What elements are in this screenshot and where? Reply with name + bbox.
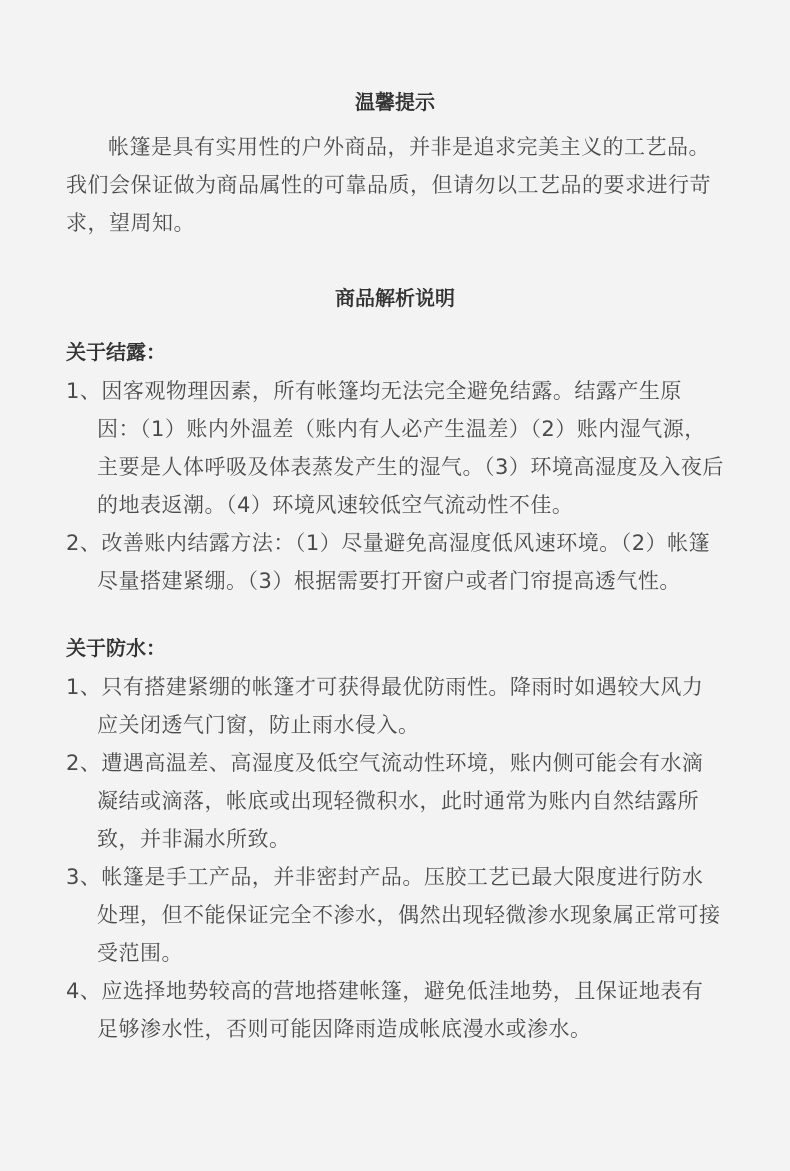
list-item: 3、帐篷是手工产品，并非密封产品。压胶工艺已最大限度进行防水处理，但不能保证完全不渗水，偶然出现轻微渗水现象属正常可接受范围。 [66, 865, 721, 965]
dew-list [66, 372, 724, 600]
waterproof-section-heading: 关于防水： [66, 636, 166, 660]
notice-title: 温馨提示 [355, 90, 435, 114]
list-item: 1、因客观物理因素，所有帐篷均无法完全避免结露。结露产生原因：（1）账内外温差（账内有人必产生温差）（2）账内湿气源，主要是人体呼吸及体表蒸发产生的湿气。（3）环境高湿度及入夜后的地表返潮。（4）环境风速较低空气流动性不佳。 [66, 379, 724, 517]
dew-section-heading: 关于结露： [66, 340, 166, 364]
list-item: 4、应选择地势较高的营地搭建帐篷，避免低洼地势，且保证地表有足够渗水性，否则可能因降雨造成帐底漫水或渗水。 [66, 979, 704, 1041]
list-item: 2、改善账内结露方法：（1）尽量避免高湿度低风速环境。（2）帐篷尽量搭建紧绷。（3）根据需要打开窗户或者门帘提高透气性。 [66, 531, 711, 593]
waterproof-list [66, 668, 724, 1048]
notice-body: 帐篷是具有实用性的户外商品，并非是追求完美主义的工艺品。我们会保证做为商品属性的可靠品质，但请勿以工艺品的要求进行苛求，望周知。 [66, 135, 711, 235]
list-item: 1、只有搭建紧绷的帐篷才可获得最优防雨性。降雨时如遇较大风力应关闭透气门窗，防止雨水侵入。 [66, 675, 704, 737]
analysis-title: 商品解析说明 [335, 286, 455, 310]
list-item: 2、遭遇高温差、高湿度及低空气流动性环境，账内侧可能会有水滴凝结或滴落，帐底或出现轻微积水，此时通常为账内自然结露所致，并非漏水所致。 [66, 751, 704, 851]
